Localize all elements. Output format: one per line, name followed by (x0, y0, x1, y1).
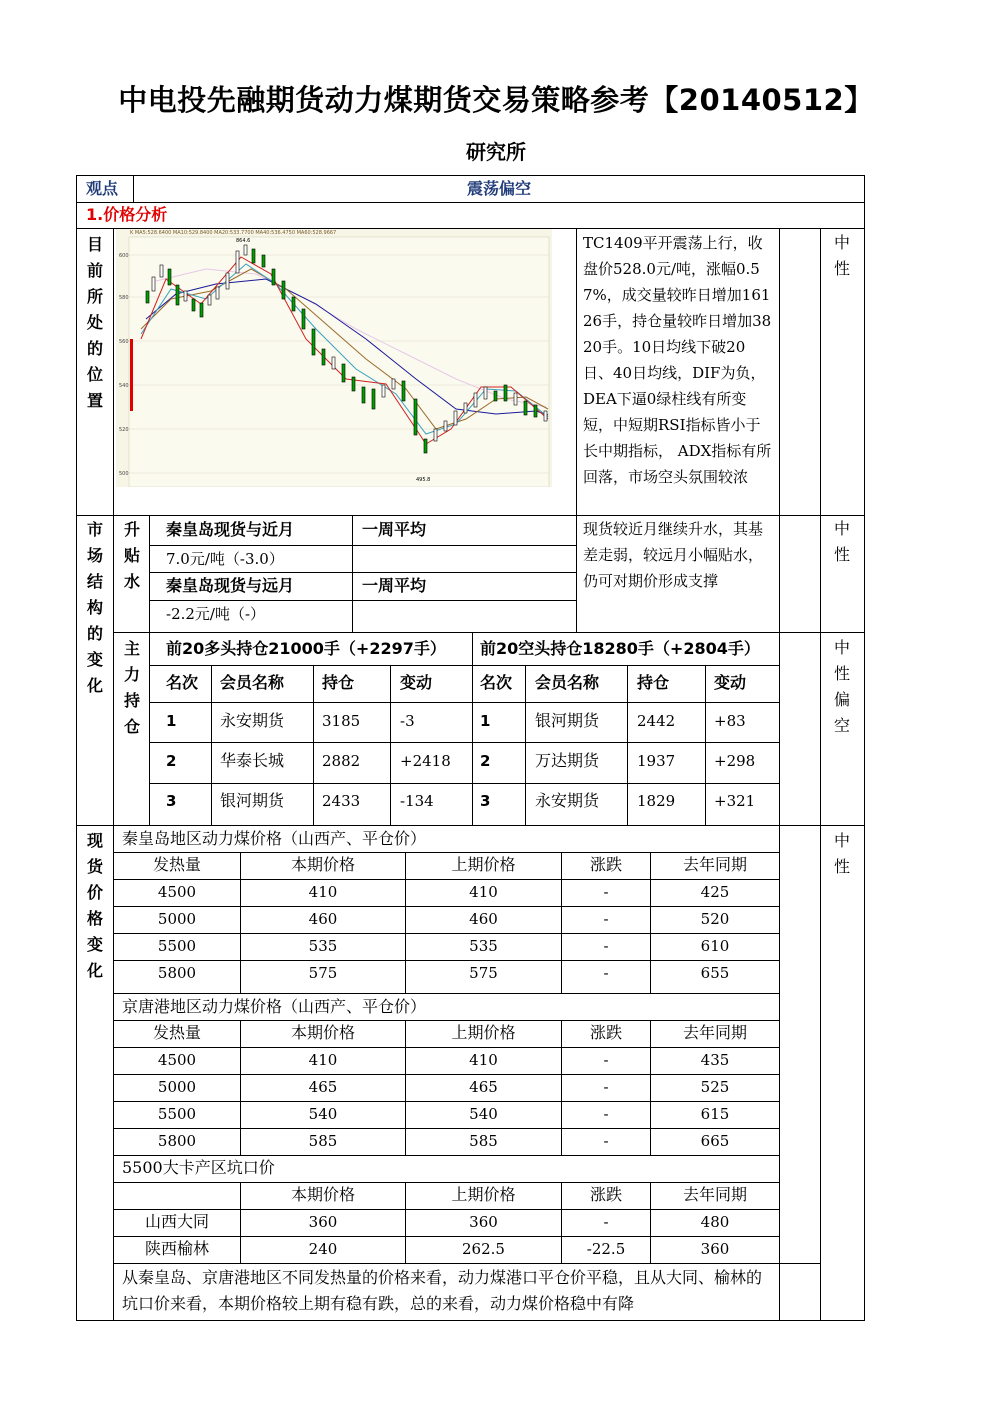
col-header: 涨跌 (589, 1023, 622, 1042)
oi-header: 名次 (166, 673, 199, 692)
svg-text:580: 580 (119, 295, 129, 301)
cell: 615 (700, 1105, 730, 1123)
oi-label: 主力持仓 (123, 639, 140, 736)
chart-legend: K MA5:528.6400 MA10:529.8400 MA20:533.7700 MA40:536.4750 MA60:528.9667 (130, 230, 337, 236)
col-header: 上期价格 (451, 1185, 516, 1204)
cell: 575 (469, 964, 498, 982)
oi-rank: 1 (480, 712, 491, 730)
oi-change: -3 (400, 712, 415, 730)
col-header: 本期价格 (290, 1185, 355, 1204)
cell: 410 (469, 883, 498, 901)
cell: 435 (700, 1051, 730, 1069)
cell: 610 (700, 937, 730, 955)
cell: 5800 (157, 1132, 197, 1150)
oi-change: +83 (714, 712, 746, 730)
oi-member: 永安期货 (535, 791, 600, 810)
cell: 360 (700, 1240, 730, 1258)
cell: 465 (308, 1078, 338, 1096)
position-label: 目前所处的位置 (86, 235, 103, 410)
oi-rating: 中性偏空 (833, 638, 850, 735)
oi-position: 2442 (637, 712, 676, 730)
view-value: 震荡偏空 (466, 179, 531, 198)
spot-summary: 从秦皇岛、京唐港地区不同发热量的价格来看，动力煤港口平仓价平稳，且从大同、榆林的坑口价来看，本期价格较上期有稳有跌，总的来看，动力煤价格稳中有降 (122, 1268, 763, 1313)
col-header: 去年同期 (682, 1185, 747, 1204)
basis-near-value: 7.0元/吨（-3.0） (166, 550, 284, 568)
cell: 425 (700, 883, 730, 901)
cell: 460 (308, 910, 338, 928)
oi-header: 名次 (480, 673, 513, 692)
cell: 460 (469, 910, 498, 928)
cell: 陕西榆林 (144, 1239, 209, 1258)
position-analysis: TC1409平开震荡上行，收盘价528.0元/吨，涨幅0.57%，成交量较昨日增加16126手，持仓量较昨日增加3820手。10日均线下破20日、40日均线，DIF为负，DEA下逼0绿柱线有所变短，中短期RSI指标皆小于长中期指标， ADX指标有所回落，市场空头氛围较浓 (583, 234, 772, 486)
col-header: 涨跌 (589, 1185, 622, 1204)
basis-rating: 中性 (833, 519, 850, 564)
oi-header: 会员名称 (220, 673, 285, 692)
basis-far-label: 秦皇岛现货与远月 (166, 576, 295, 595)
oi-position: 2882 (322, 752, 361, 770)
cell: 410 (308, 883, 338, 901)
cell: 535 (308, 937, 338, 955)
spot-label: 现货价格变化 (86, 831, 103, 980)
oi-member: 万达期货 (535, 751, 600, 770)
cell: 585 (308, 1132, 338, 1150)
col-header: 发热量 (152, 855, 201, 874)
basis-comment: 现货较近月继续升水，其基差走弱，较远月小幅贴水，仍可对期价形成支撑 (583, 520, 764, 590)
cell: - (603, 1105, 609, 1123)
cell: 4500 (157, 883, 197, 901)
basis-label: 升贴水 (123, 520, 140, 591)
cell: - (603, 937, 609, 955)
cell: - (603, 1078, 609, 1096)
oi-member: 华泰长城 (220, 751, 285, 770)
cell: 585 (469, 1132, 498, 1150)
oi-member: 银河期货 (220, 791, 285, 810)
oi-header: 持仓 (637, 673, 670, 692)
svg-text:600: 600 (119, 253, 129, 259)
svg-text:500: 500 (119, 471, 129, 477)
cell: 262.5 (462, 1240, 505, 1258)
col-header: 发热量 (152, 1023, 201, 1042)
col-header: 去年同期 (682, 855, 747, 874)
cell: 655 (700, 964, 730, 982)
cell: 540 (308, 1105, 338, 1123)
oi-rank: 2 (480, 752, 491, 770)
oi-member: 银河期货 (535, 711, 600, 730)
oi-long-title: 前20多头持仓21000手（+2297手） (166, 639, 446, 658)
cell: - (603, 910, 609, 928)
oi-header: 持仓 (322, 673, 355, 692)
section-title: 1.价格分析 (86, 205, 168, 224)
chart-low-label: 495.8 (416, 477, 431, 483)
cell: 410 (469, 1051, 498, 1069)
col-header: 上期价格 (451, 855, 516, 874)
svg-text:560: 560 (119, 339, 129, 345)
view-label: 观点 (86, 179, 119, 198)
basis-far-avg-label: 一周平均 (362, 576, 427, 595)
oi-position: 3185 (322, 712, 361, 730)
cell: 525 (700, 1078, 730, 1096)
cell: 5000 (157, 910, 197, 928)
cell: 5500 (157, 1105, 197, 1123)
oi-position: 2433 (322, 792, 361, 810)
cell: 480 (700, 1213, 730, 1231)
col-header: 本期价格 (290, 1023, 355, 1042)
cell: 5000 (157, 1078, 197, 1096)
oi-rank: 3 (166, 792, 177, 810)
oi-rank: 1 (166, 712, 177, 730)
cell: 465 (469, 1078, 498, 1096)
cell: 360 (308, 1213, 338, 1231)
cell: - (603, 1213, 609, 1231)
cell: 540 (469, 1105, 498, 1123)
cell: - (603, 883, 609, 901)
jtg-title: 京唐港地区动力煤价格（山西产、平仓价） (122, 997, 427, 1016)
cell: 5800 (157, 964, 197, 982)
oi-change: +2418 (400, 752, 451, 770)
cell: 360 (469, 1213, 498, 1231)
basis-far-value: -2.2元/吨（-） (166, 605, 266, 623)
oi-rank: 3 (480, 792, 491, 810)
svg-text:540: 540 (119, 383, 129, 389)
cell: 4500 (157, 1051, 197, 1069)
basis-near-avg-label: 一周平均 (362, 520, 427, 539)
col-header: 去年同期 (682, 1023, 747, 1042)
chart-high-label: 864.6 (236, 238, 251, 244)
market-label: 市场结构的变化 (86, 520, 103, 695)
basis-near-label: 秦皇岛现货与近月 (166, 520, 295, 539)
oi-change: +321 (714, 792, 756, 810)
cell: 240 (308, 1240, 338, 1258)
oi-rank: 2 (166, 752, 177, 770)
oi-change: +298 (714, 752, 756, 770)
cell: 575 (308, 964, 338, 982)
cell: 535 (469, 937, 498, 955)
svg-text:520: 520 (119, 427, 129, 433)
cell: 山西大同 (144, 1212, 209, 1231)
position-rating: 中性 (833, 233, 850, 278)
oi-member: 永安期货 (220, 711, 285, 730)
cell: - (603, 1132, 609, 1150)
qhd-title: 秦皇岛地区动力煤价格（山西产、平仓价） (122, 829, 427, 848)
cell: 5500 (157, 937, 197, 955)
mine-title: 5500大卡产区坑口价 (122, 1158, 275, 1177)
document-title: 中电投先融期货动力煤期货交易策略参考【20140512】 (118, 83, 874, 117)
price-chart (116, 229, 552, 487)
oi-header: 会员名称 (535, 673, 600, 692)
oi-short-title: 前20空头持仓18280手（+2804手） (480, 639, 760, 658)
col-header: 涨跌 (589, 855, 622, 874)
cell: 520 (700, 910, 730, 928)
oi-position: 1829 (637, 792, 676, 810)
document-subtitle: 研究所 (466, 140, 526, 164)
candlestick-chart-graphic (116, 229, 552, 487)
oi-header: 变动 (714, 673, 747, 692)
cell: - (603, 1051, 609, 1069)
col-header: 上期价格 (451, 1023, 516, 1042)
cell: -22.5 (586, 1240, 626, 1258)
oi-position: 1937 (637, 752, 676, 770)
cell: - (603, 964, 609, 982)
cell: 665 (700, 1132, 730, 1150)
col-header: 本期价格 (290, 855, 355, 874)
spot-rating: 中性 (833, 831, 850, 876)
oi-change: -134 (400, 792, 434, 810)
oi-header: 变动 (400, 673, 433, 692)
cell: 410 (308, 1051, 338, 1069)
